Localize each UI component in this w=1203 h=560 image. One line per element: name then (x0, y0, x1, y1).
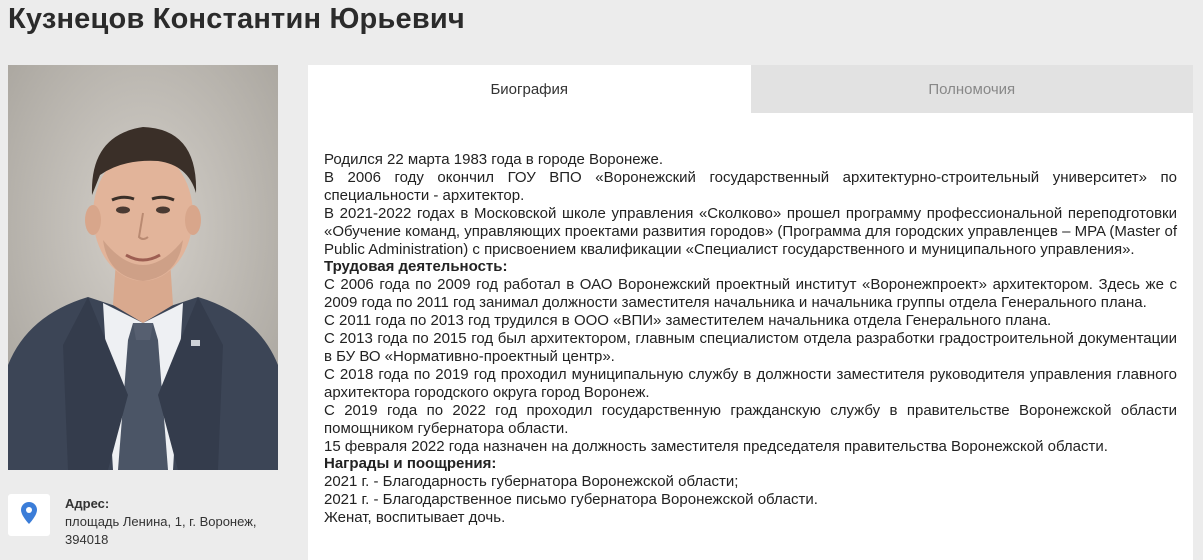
bio-paragraph: С 2006 года по 2009 год работал в ОАО Воронежский проектный институт «Воронежпроект» архитектором. Здесь же с 2009 года по 2011 год занимал должности заместителя начальника и начальника группы отдела Генерального плана. (324, 276, 1177, 312)
address-line-1: площадь Ленина, 1, г. Воронеж, (65, 514, 257, 529)
tab-biography[interactable]: Биография (308, 65, 751, 113)
bio-paragraph: Женат, воспитывает дочь. (324, 509, 506, 527)
portrait-photo (8, 65, 278, 470)
bio-heading-awards: Награды и поощрения: (324, 455, 497, 473)
page-title: Кузнецов Константин Юрьевич (8, 3, 465, 35)
bio-paragraph: В 2021-2022 годах в Московской школе управления «Сколково» прошел программу профессиональной переподготовки «Обучение команд, управляющих проектами развития городов» (Программа для городских управленцев – MPA (Master of Public Administration) с присвоением квалификации «Специалист государственного и муниципального управления». (324, 204, 1177, 258)
bio-paragraph: 15 февраля 2022 года назначен на должность заместителя председателя правительства Воронежской области. (324, 437, 1108, 455)
content-panel (308, 65, 1193, 560)
bio-paragraph: С 2013 года по 2015 год был архитектором, главным специалистом отдела разработки градостроительной документации в БУ ВО «Нормативно-проектный центр». (324, 330, 1177, 365)
bio-heading-work: Трудовая деятельность: (324, 258, 508, 276)
address-label: Адрес: (65, 496, 110, 511)
bio-paragraph: В 2006 году окончил ГОУ ВПО «Воронежский государственный архитектурно-строительный университет» по специальности - архитектор. (324, 168, 1177, 204)
address-card (8, 486, 278, 560)
biography-text (308, 113, 1193, 527)
tab-bar (308, 65, 1193, 113)
bio-paragraph: С 2018 года по 2019 год проходил муниципальную службу в должности заместителя руководителя управления главного архитектора городского округа город Воронеж. (324, 365, 1177, 401)
location-pin-icon (21, 502, 37, 529)
bio-paragraph: 2021 г. - Благодарственное письмо губернатора Воронежской области. (324, 491, 818, 509)
bio-paragraph: Родился 22 марта 1983 года в городе Воронеже. (324, 151, 663, 168)
address-icon-box (8, 494, 50, 536)
bio-paragraph: 2021 г. - Благодарность губернатора Воронежской области; (324, 473, 739, 491)
bio-paragraph: С 2019 года по 2022 год проходил государственную гражданскую службу в правительстве Воронежской области помощником губернатора области. (324, 401, 1177, 437)
address-line-2: 394018 (65, 532, 109, 547)
bio-paragraph: С 2011 года по 2013 год трудился в ООО «ВПИ» заместителем начальника отдела Генерального плана. (324, 312, 1052, 330)
tab-powers[interactable]: Полномочия (751, 65, 1194, 113)
